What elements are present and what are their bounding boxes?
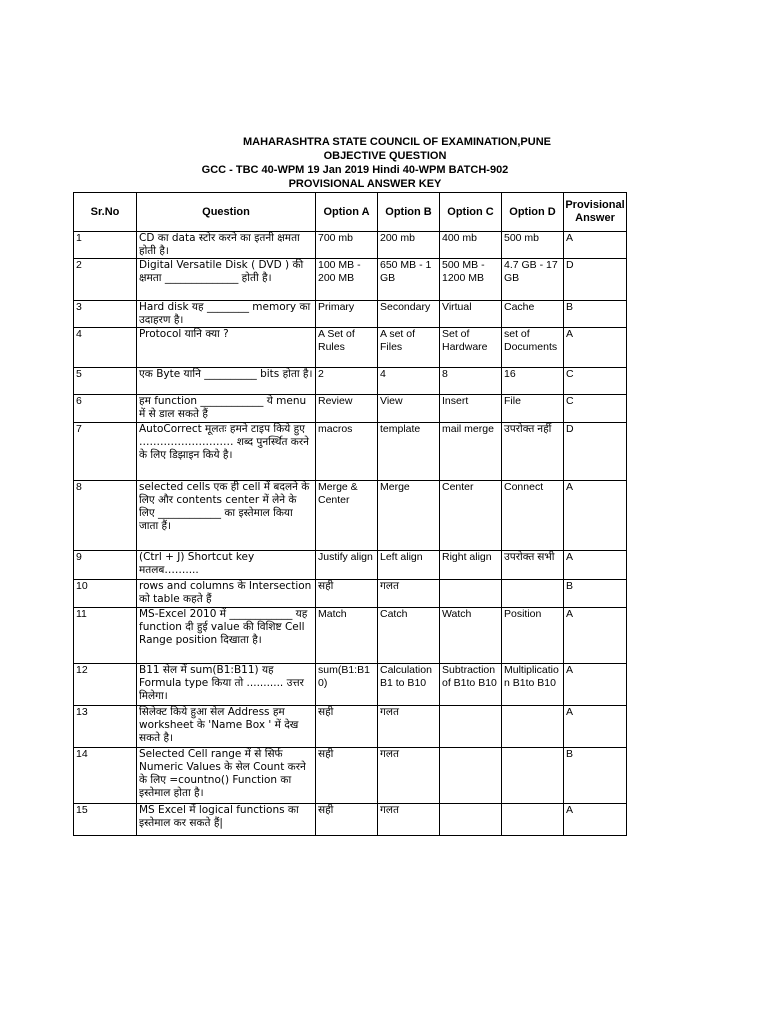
answer-key-table [73,192,627,836]
document-subtitle: OBJECTIVE QUESTION [323,150,447,162]
option-a-cell: macros [316,423,378,481]
option-a-cell: A Set of Rules [316,328,378,368]
option-a-cell: Merge & Center [316,481,378,551]
question-cell: AutoCorrect मूलतः हमने टाइप किये हुए ……………………… शब्द पुनर्स्थित करने के लिए डिझाइन किये है। [137,423,316,481]
option-d-cell [502,706,564,748]
answer-cell: A [564,328,627,368]
question-cell: rows and columns के Intersection को table कहते हैं [137,580,316,608]
question-cell: सिलेक्ट किये हुआ सेल Address हम worksheet के 'Name Box ' में देख सकते है। [137,706,316,748]
table-row [74,608,627,664]
table-row [74,301,627,328]
answer-cell: C [564,395,627,423]
option-c-cell: Virtual [440,301,502,328]
option-d-cell: 500 mb [502,232,564,259]
sr-no-cell: 7 [74,423,137,481]
question-cell: (Ctrl + J) Shortcut key मतलब…….... [137,551,316,580]
option-c-cell [440,804,502,836]
table-row [74,748,627,804]
sr-no-cell: 12 [74,664,137,706]
table-row [74,368,627,395]
option-b-cell: 4 [378,368,440,395]
option-c-cell: 500 MB - 1200 MB [440,259,502,301]
option-c-cell: mail merge [440,423,502,481]
question-cell: MS-Excel 2010 में ____________ यह function दी हुई value की विशिष्ट Cell Range position दिखाता है। [137,608,316,664]
answer-cell: A [564,232,627,259]
table-row [74,804,627,836]
table-row [74,481,627,551]
answer-cell: A [564,608,627,664]
option-d-cell [502,580,564,608]
table-row [74,664,627,706]
option-b-cell: A set of Files [378,328,440,368]
col-header-sr-no: Sr.No [74,193,137,232]
sr-no-cell: 11 [74,608,137,664]
answer-cell: A [564,664,627,706]
answer-cell: A [564,551,627,580]
table-row [74,232,627,259]
option-d-cell [502,748,564,804]
option-d-cell: File [502,395,564,423]
answer-cell: B [564,580,627,608]
sr-no-cell: 5 [74,368,137,395]
table-header-row [74,193,627,232]
option-c-cell: 400 mb [440,232,502,259]
option-c-cell: Right align [440,551,502,580]
sr-no-cell: 1 [74,232,137,259]
answer-cell: A [564,706,627,748]
option-a-cell: Justify align [316,551,378,580]
question-cell: Selected Cell range में से सिर्फ Numeric Values के सेल Count करने के लिए =countno() Function का इस्तेमाल होता है। [137,748,316,804]
option-a-cell: सही [316,706,378,748]
option-a-cell: 700 mb [316,232,378,259]
option-d-cell: 4.7 GB - 17 GB [502,259,564,301]
option-b-cell: Catch [378,608,440,664]
option-b-cell: गलत [378,748,440,804]
option-c-cell [440,580,502,608]
question-cell: CD का data स्टोर करने का इतनी क्षमता होती है। [137,232,316,259]
option-d-cell [502,804,564,836]
answer-cell: A [564,481,627,551]
answer-cell: D [564,423,627,481]
option-b-cell: गलत [378,804,440,836]
sr-no-cell: 14 [74,748,137,804]
option-d-cell: उपरोक्त सभी [502,551,564,580]
option-b-cell: Calculation B1 to B10 [378,664,440,706]
option-d-cell: Position [502,608,564,664]
option-c-cell [440,748,502,804]
document-title: MAHARASHTRA STATE COUNCIL OF EXAMINATION,PUNE [243,136,551,148]
option-a-cell: 2 [316,368,378,395]
table-row [74,706,627,748]
col-header-option-a: Option A [316,193,378,232]
option-a-cell: सही [316,580,378,608]
sr-no-cell: 13 [74,706,137,748]
option-a-cell: Primary [316,301,378,328]
col-header-provisional-answer: Provisional Answer [564,193,627,232]
option-a-cell: सही [316,748,378,804]
answer-cell: B [564,748,627,804]
option-c-cell [440,706,502,748]
question-cell: Hard disk यह ________ memory का उदाहरण है। [137,301,316,328]
question-cell: MS Excel में logical functions का इस्तेमाल कर सकते हैं| [137,804,316,836]
table-row [74,395,627,423]
table-row [74,259,627,301]
col-header-option-d: Option D [502,193,564,232]
answer-cell: B [564,301,627,328]
question-cell: Digital Versatile Disk ( DVD ) की क्षमता ______________ होती है। [137,259,316,301]
col-header-option-b: Option B [378,193,440,232]
question-cell: हम function ____________ ये menu में से डाल सकते हैं [137,395,316,423]
option-a-cell: Review [316,395,378,423]
option-a-cell: sum(B1:B10) [316,664,378,706]
col-header-question: Question [137,193,316,232]
answer-cell: D [564,259,627,301]
option-d-cell: Multiplication B1to B10 [502,664,564,706]
option-b-cell: View [378,395,440,423]
option-a-cell: सही [316,804,378,836]
option-b-cell: Left align [378,551,440,580]
answer-cell: A [564,804,627,836]
question-cell: Protocol यानि क्या ? [137,328,316,368]
option-d-cell: set of Documents [502,328,564,368]
exam-details: GCC - TBC 40-WPM 19 Jan 2019 Hindi 40-WPM BATCH-902 [201,164,509,176]
option-d-cell: उपरोक्त नहीं [502,423,564,481]
option-d-cell: 16 [502,368,564,395]
option-d-cell: Connect [502,481,564,551]
option-b-cell: 200 mb [378,232,440,259]
table-row [74,580,627,608]
option-d-cell: Cache [502,301,564,328]
option-c-cell: Watch [440,608,502,664]
option-b-cell: Secondary [378,301,440,328]
question-cell: selected cells एक ही cell में बदलने के लिए और contents center में लेने के लिए ____________ का इस्तेमाल किया जाता हैं। [137,481,316,551]
option-c-cell: 8 [440,368,502,395]
option-c-cell: Subtraction of B1to B10 [440,664,502,706]
option-a-cell: 100 MB - 200 MB [316,259,378,301]
option-a-cell: Match [316,608,378,664]
sr-no-cell: 2 [74,259,137,301]
option-c-cell: Insert [440,395,502,423]
option-c-cell: Set of Hardware [440,328,502,368]
sr-no-cell: 9 [74,551,137,580]
question-cell: एक Byte यानि __________ bits होता है। [137,368,316,395]
option-b-cell: Merge [378,481,440,551]
option-b-cell: गलत [378,580,440,608]
option-b-cell: template [378,423,440,481]
option-b-cell: गलत [378,706,440,748]
sr-no-cell: 8 [74,481,137,551]
table-row [74,328,627,368]
sr-no-cell: 10 [74,580,137,608]
sr-no-cell: 4 [74,328,137,368]
sr-no-cell: 6 [74,395,137,423]
sr-no-cell: 15 [74,804,137,836]
table-row [74,423,627,481]
option-b-cell: 650 MB - 1 GB [378,259,440,301]
col-header-option-c: Option C [440,193,502,232]
table-row [74,551,627,580]
sr-no-cell: 3 [74,301,137,328]
answer-key-title: PROVISIONAL ANSWER KEY [288,178,442,190]
question-cell: B11 सेल में sum(B1:B11) यह Formula type किया तो ........... उत्तर मिलेगा। [137,664,316,706]
option-c-cell: Center [440,481,502,551]
answer-cell: C [564,368,627,395]
